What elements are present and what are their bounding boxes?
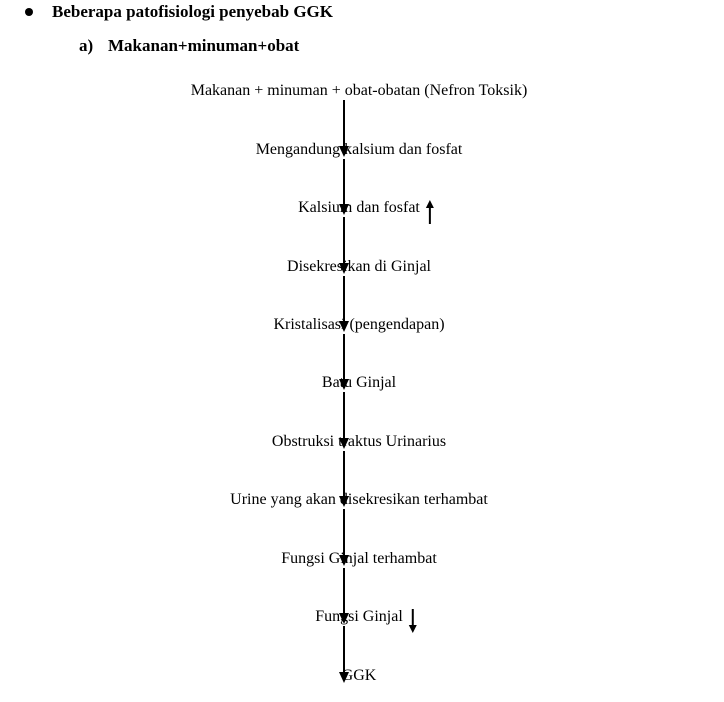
decrease-arrow-icon [409, 625, 417, 633]
flow-step: Fungsi Ginjal [315, 608, 403, 625]
subheading-title: Makanan+minuman+obat [108, 36, 300, 55]
flow-step: Kalsium dan fosfat [298, 199, 420, 216]
increase-arrow-icon [426, 200, 434, 208]
flow-step: Obstruksi traktus Urinarius [271, 433, 447, 450]
flow-step: Fungsi Ginjal terhambat [281, 550, 437, 567]
flow-step: Urine yang akan disekresikan terhambat [230, 491, 488, 508]
subheading-label: a) [79, 36, 94, 55]
heading: Beberapa patofisiologi penyebab GGK [52, 2, 333, 21]
flow-step: Makanan + minuman + obat-obatan (Nefron Toksik) [190, 82, 528, 99]
flow-step: Mengandung kalsium dan fosfat [255, 141, 463, 158]
flow-step: Disekresikan di Ginjal [287, 258, 431, 275]
flow-step: Kristalisasi (pengendapan) [273, 316, 445, 333]
flow-step: GGK [341, 667, 377, 684]
flow-step: Batu Ginjal [321, 374, 397, 391]
